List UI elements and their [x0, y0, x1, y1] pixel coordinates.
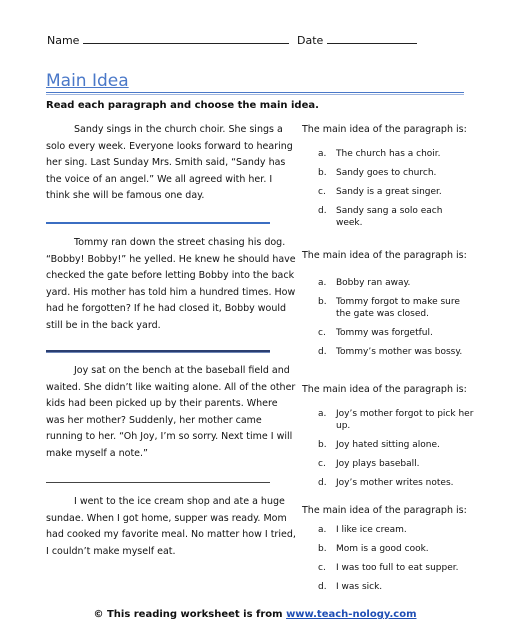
question-4-option-d[interactable]: d. I was sick. — [318, 582, 383, 592]
title-rule — [46, 92, 464, 93]
instructions: Read each paragraph and choose the main idea. — [46, 100, 319, 111]
question-3-options — [316, 408, 476, 496]
question-3-option-b[interactable]: b. Joy hated sitting alone. — [318, 440, 440, 450]
question-4-option-a[interactable]: a. I like ice cream. — [318, 525, 407, 535]
name-label: Name — [47, 34, 80, 47]
question-1-option-a[interactable]: a. The church has a choir. — [318, 149, 441, 159]
question-4-option-b[interactable]: b. Mom is a good cook. — [318, 544, 429, 554]
date-label: Date — [297, 34, 324, 47]
name-blank-line — [83, 33, 289, 44]
paragraph-2: Tommy ran down the street chasing his dog. “Bobby! Bobby!” he yelled. He knew he should have checked the gate before letting Bobby into the back yard. His mother has told him a hundred times. How had he forgotten? If he had closed it, Bobby would still be in the back yard. — [46, 237, 296, 331]
name-field — [47, 33, 289, 47]
page-title: Main Idea — [46, 71, 129, 91]
separator-3 — [46, 482, 270, 483]
question-2-option-a[interactable]: a. Bobby ran away. — [318, 278, 411, 288]
title-rule-light — [46, 94, 464, 95]
question-2-prompt: The main idea of the paragraph is: — [302, 250, 467, 261]
paragraph-1: Sandy sings in the church choir. She sings a solo every week. Everyone looks forward to hearing her sing. Last Sunday Mrs. Smith said, “Sandy has the voice of an angel.” We all agreed with her. I think she will be famous one day. — [46, 124, 293, 201]
question-1-prompt: The main idea of the paragraph is: — [302, 124, 467, 135]
question-3-prompt: The main idea of the paragraph is: — [302, 384, 467, 395]
question-3-option-a[interactable]: a. Joy’s mother forgot to pick her up. — [318, 409, 474, 431]
question-2-option-d[interactable]: d. Tommy’s mother was bossy. — [318, 347, 463, 357]
separator-2 — [46, 350, 270, 353]
question-2-options — [316, 277, 476, 365]
question-1-options — [316, 148, 476, 236]
question-4-option-c[interactable]: c. I was too full to eat supper. — [318, 563, 459, 573]
question-1-option-d[interactable]: d. Sandy sang a solo each week. — [318, 206, 443, 228]
paragraph-4: I went to the ice cream shop and ate a huge sundae. When I got home, supper was ready. Mom had cooked my favorite meal. No matter how I tried, I couldn’t make myself eat. — [46, 496, 296, 557]
question-2-option-c[interactable]: c. Tommy was forgetful. — [318, 328, 433, 338]
question-1-option-c[interactable]: c. Sandy is a great singer. — [318, 187, 442, 197]
footer-link[interactable]: www.teach-nology.com — [286, 609, 417, 620]
question-1-option-b[interactable]: b. Sandy goes to church. — [318, 168, 437, 178]
question-4-options — [316, 524, 476, 600]
footer-credit — [0, 609, 510, 620]
question-3-option-d[interactable]: d. Joy’s mother writes notes. — [318, 478, 454, 488]
footer-text: © This reading worksheet is from — [93, 609, 287, 620]
date-blank-line — [327, 33, 417, 44]
paragraph-3: Joy sat on the bench at the baseball field and waited. She didn’t like waiting alone. All of the other kids had been picked up by their parents. Where was her mother? Suddenly, her mother came running to her. “Oh Joy, I’m so sorry. Next time I will make myself a note.” — [46, 365, 296, 459]
date-field — [297, 33, 417, 47]
question-2-option-b[interactable]: b. Tommy forgot to make sure the gate was closed. — [318, 297, 460, 319]
separator-1 — [46, 222, 270, 224]
question-4-prompt: The main idea of the paragraph is: — [302, 505, 467, 516]
question-3-option-c[interactable]: c. Joy plays baseball. — [318, 459, 420, 469]
